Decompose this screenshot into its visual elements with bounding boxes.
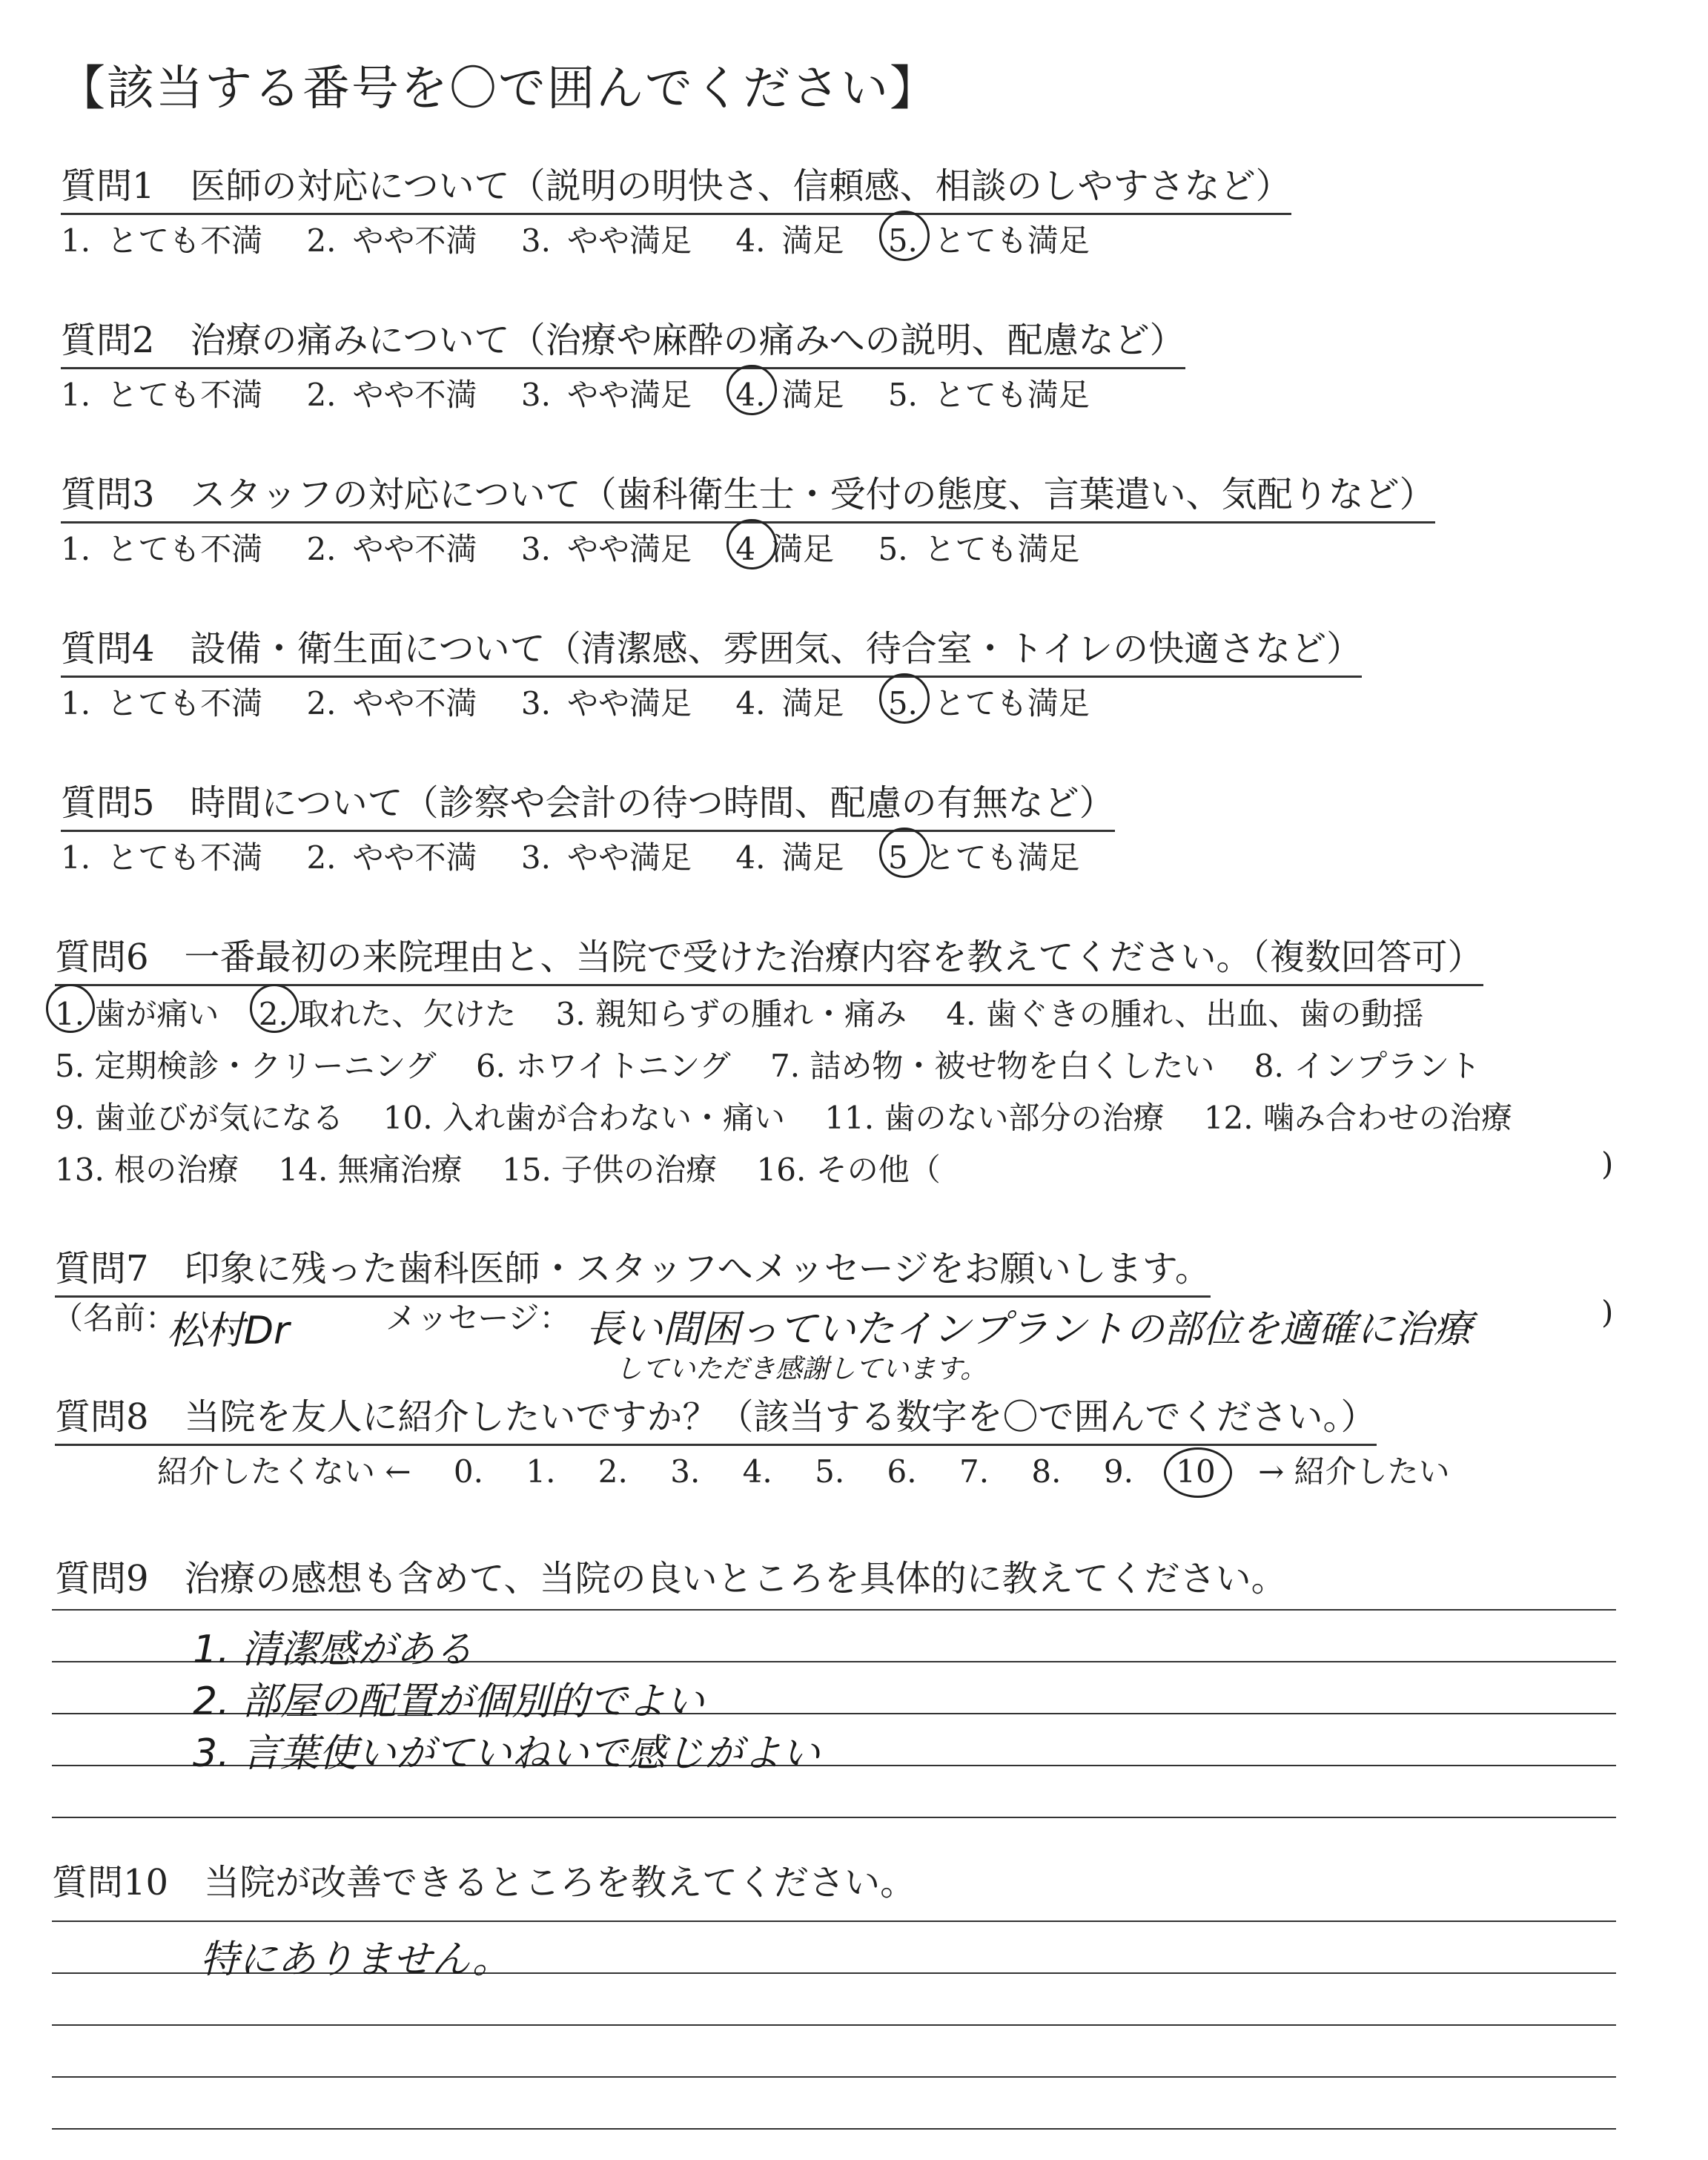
q1-option-5-selected[interactable]: 5. とても満足 bbox=[888, 217, 1090, 261]
q8-scale-0[interactable]: 0. bbox=[453, 1453, 483, 1490]
question-2-title: 質問2 治療の痛みについて（治療や麻酔の痛みへの説明、配慮など） bbox=[61, 311, 1185, 369]
q7-message-label: メッセージ： bbox=[385, 1300, 571, 1336]
q5-option-1[interactable]: 1. とても不満 bbox=[61, 839, 263, 876]
q6-item-6[interactable]: 6. ホワイトニング bbox=[475, 1048, 731, 1084]
q6-item-1-selected[interactable]: 1. 歯が痛い bbox=[55, 990, 219, 1034]
question-4-options bbox=[61, 679, 1124, 724]
question-7-title: 質問7 印象に残った歯科医師・スタッフへメッセージをお願いします。 bbox=[55, 1240, 1211, 1298]
q10-answer-line bbox=[52, 2024, 1616, 2026]
q4-option-3[interactable]: 3. やや満足 bbox=[520, 685, 692, 721]
question-4-title: 質問4 設備・衛生面について（清潔感、雰囲気、待合室・トイレの快適さなど） bbox=[61, 620, 1362, 678]
q6-item-3[interactable]: 3. 親知らずの腫れ・痛み bbox=[555, 996, 907, 1032]
q4-option-2[interactable]: 2. やや不満 bbox=[306, 685, 477, 721]
question-3-title: 質問3 スタッフの対応について（歯科衛生士・受付の態度、言葉遣い、気配りなど） bbox=[61, 466, 1435, 524]
q6-item-5[interactable]: 5. 定期検診・クリーニング bbox=[55, 1048, 437, 1084]
q9-answer-3[interactable]: 3. 言葉使いがていねいで感じがよい bbox=[193, 1731, 821, 1776]
q6-item-7[interactable]: 7. 詰め物・被せ物を白くしたい bbox=[769, 1048, 1215, 1084]
q6-item-16[interactable]: 16. その他（ bbox=[756, 1152, 941, 1188]
q9-answer-1[interactable]: 1. 清潔感がある bbox=[193, 1628, 474, 1672]
q3-option-5[interactable]: 5. とても満足 bbox=[878, 531, 1080, 567]
question-3-options bbox=[61, 525, 1114, 569]
q3-option-2[interactable]: 2. やや不満 bbox=[306, 531, 477, 567]
question-10-title: 質問10 当院が改善できるところを教えてください。 bbox=[52, 1862, 916, 1903]
q5-option-5-selected[interactable]: 5 とても満足 bbox=[888, 833, 1080, 878]
q3-option-3[interactable]: 3. やや満足 bbox=[520, 531, 692, 567]
q8-scale-8[interactable]: 8. bbox=[1031, 1453, 1062, 1490]
q9-answer-line bbox=[52, 1609, 1616, 1611]
q6-other-close-paren: ) bbox=[1601, 1146, 1614, 1182]
q4-option-4[interactable]: 4. 満足 bbox=[735, 685, 844, 721]
q2-option-5[interactable]: 5. とても満足 bbox=[887, 377, 1090, 413]
q2-option-3[interactable]: 3. やや満足 bbox=[520, 377, 692, 413]
q7-message-line-1[interactable]: 長い間困っていたインプラントの部位を適確に治療 bbox=[586, 1307, 1473, 1352]
q7-name-label: （名前： bbox=[52, 1300, 177, 1336]
q8-scale-7[interactable]: 7. bbox=[959, 1453, 990, 1490]
q8-scale-6[interactable]: 6. bbox=[887, 1453, 917, 1490]
q1-option-4[interactable]: 4. 満足 bbox=[735, 222, 844, 259]
question-5-title: 質問5 時間について（診察や会計の待つ時間、配慮の有無など） bbox=[61, 774, 1115, 832]
q2-option-4-selected[interactable]: 4. 満足 bbox=[735, 371, 844, 415]
q2-option-2[interactable]: 2. やや不満 bbox=[306, 377, 477, 413]
q5-option-3[interactable]: 3. やや満足 bbox=[520, 839, 692, 876]
question-5-options bbox=[61, 833, 1114, 878]
question-1-options bbox=[61, 217, 1124, 261]
q6-item-4[interactable]: 4. 歯ぐきの腫れ、出血、歯の動揺 bbox=[946, 996, 1424, 1032]
q8-scale-5[interactable]: 5. bbox=[815, 1453, 845, 1490]
q9-answer-2[interactable]: 2. 部屋の配置が個別的でよい bbox=[193, 1680, 705, 1724]
q4-option-1[interactable]: 1. とても不満 bbox=[61, 685, 263, 721]
q6-line-2 bbox=[55, 1042, 1510, 1086]
q2-option-1[interactable]: 1. とても不満 bbox=[61, 377, 263, 413]
q3-option-4-selected[interactable]: 4 満足 bbox=[735, 525, 834, 569]
q3-option-1[interactable]: 1. とても不満 bbox=[61, 531, 263, 567]
q1-option-2[interactable]: 2. やや不満 bbox=[306, 222, 477, 259]
question-9-title: 質問9 治療の感想も含めて、当院の良いところを具体的に教えてください。 bbox=[55, 1558, 1287, 1599]
question-8-title: 質問8 当院を友人に紹介したいですか？（該当する数字を〇で囲んでください。） bbox=[55, 1388, 1377, 1446]
q6-item-14[interactable]: 14. 無痛治療 bbox=[278, 1152, 463, 1188]
q10-answer-line bbox=[52, 2128, 1616, 2130]
q8-scale-4[interactable]: 4. bbox=[742, 1453, 772, 1490]
q6-item-9[interactable]: 9. 歯並びが気になる bbox=[55, 1100, 344, 1136]
q6-line-3 bbox=[55, 1094, 1542, 1138]
q10-answer-line bbox=[52, 1920, 1616, 1922]
q6-item-8[interactable]: 8. インプラント bbox=[1254, 1048, 1481, 1084]
q9-answer-line bbox=[52, 1817, 1616, 1818]
q6-item-2-selected[interactable]: 2. 取れた、欠けた bbox=[259, 990, 516, 1034]
q6-item-12[interactable]: 12. 噛み合わせの治療 bbox=[1203, 1100, 1512, 1136]
q8-scale-9[interactable]: 9. bbox=[1103, 1453, 1133, 1490]
q5-option-2[interactable]: 2. やや不満 bbox=[306, 839, 477, 876]
q8-left-label: 紹介したくない ← bbox=[157, 1453, 411, 1490]
q10-answer-line bbox=[52, 2076, 1616, 2078]
q5-option-4[interactable]: 4. 満足 bbox=[735, 839, 844, 876]
question-6-title: 質問6 一番最初の来院理由と、当院で受けた治療内容を教えてください。（複数回答可） bbox=[55, 928, 1483, 986]
q8-scale-1[interactable]: 1. bbox=[526, 1453, 556, 1490]
q7-name-value[interactable]: 松村Dr bbox=[167, 1309, 290, 1353]
q6-line-1 bbox=[55, 990, 1453, 1034]
q8-right-label: → 紹介したい bbox=[1258, 1453, 1450, 1490]
q1-option-1[interactable]: 1. とても不満 bbox=[61, 222, 263, 259]
q6-item-11[interactable]: 11. 歯のない部分の治療 bbox=[824, 1100, 1165, 1136]
q8-scale bbox=[157, 1447, 1483, 1492]
q8-scale-3[interactable]: 3. bbox=[670, 1453, 701, 1490]
question-2-options bbox=[61, 371, 1124, 415]
q1-option-3[interactable]: 3. やや満足 bbox=[520, 222, 692, 259]
q4-option-5-selected[interactable]: 5. とても満足 bbox=[888, 679, 1090, 724]
q8-scale-10-selected[interactable]: 10 bbox=[1176, 1453, 1216, 1490]
q8-scale-2[interactable]: 2. bbox=[598, 1453, 628, 1490]
form-title: 【該当する番号を〇で囲んでください】 bbox=[58, 62, 939, 116]
q6-item-10[interactable]: 10. 入れ歯が合わない・痛い bbox=[383, 1100, 785, 1136]
q6-item-15[interactable]: 15. 子供の治療 bbox=[502, 1152, 718, 1188]
q10-answer[interactable]: 特にありません。 bbox=[200, 1938, 512, 1982]
q7-close-paren: ) bbox=[1601, 1294, 1614, 1330]
question-1-title: 質問1 医師の対応について（説明の明快さ、信頼感、相談のしやすさなど） bbox=[61, 157, 1291, 215]
q6-item-13[interactable]: 13. 根の治療 bbox=[55, 1152, 239, 1188]
q7-message-line-2[interactable]: していただき感謝しています。 bbox=[615, 1354, 987, 1384]
q6-line-4 bbox=[55, 1146, 970, 1190]
